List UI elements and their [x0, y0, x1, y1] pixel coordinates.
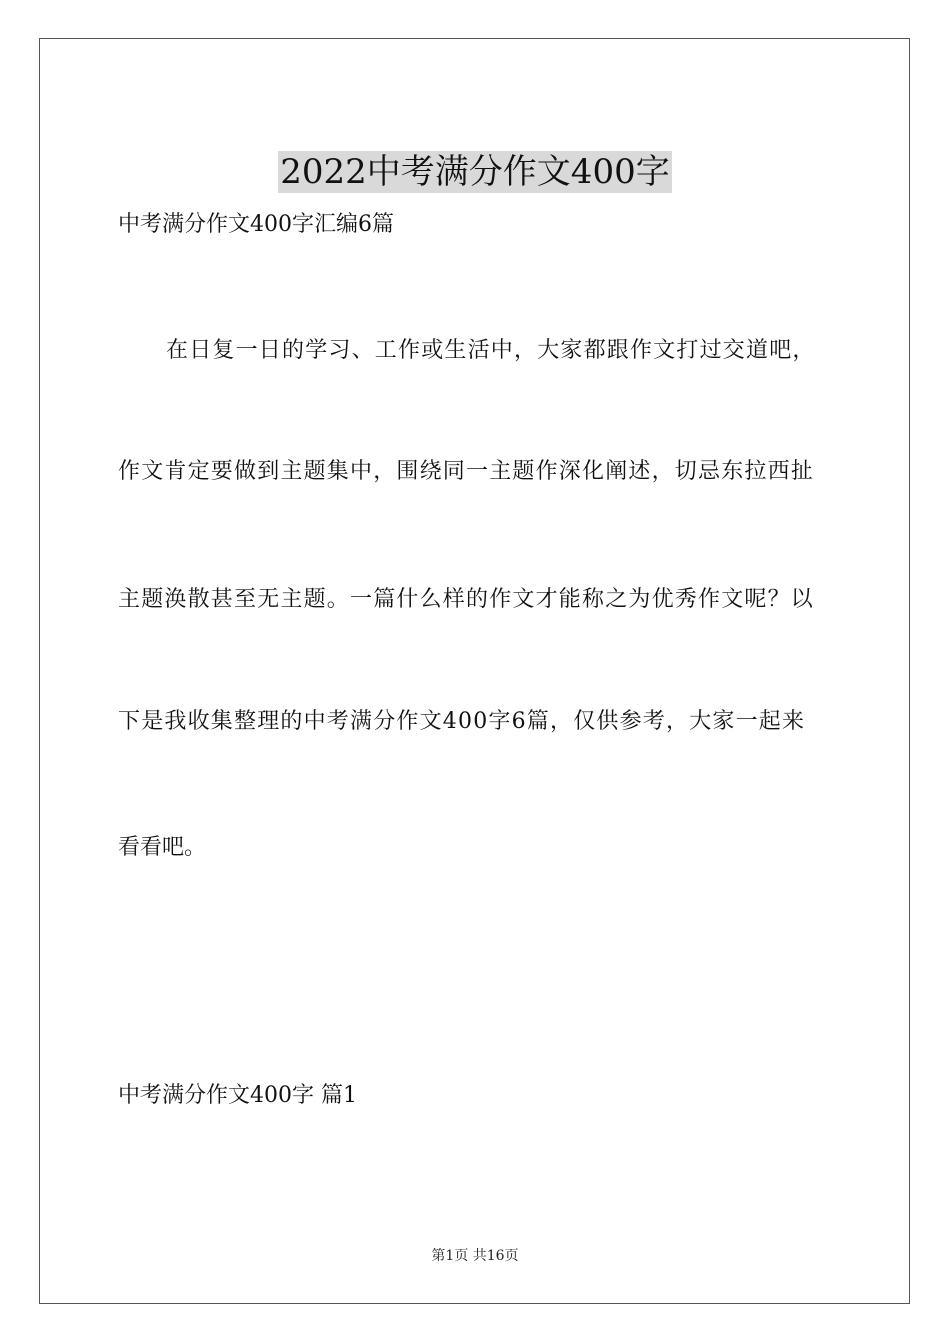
document-title: 2022中考满分作文400字 — [280, 151, 670, 192]
intro-paragraph-line-2: 作文肯定要做到主题集中，围绕同一主题作深化阐述，切忌东拉西扯 — [118, 459, 815, 484]
document-subtitle: 中考满分作文400字汇编6篇 — [118, 212, 394, 237]
intro-paragraph-line-3: 主题涣散甚至无主题。一篇什么样的作文才能称之为优秀作文呢？以 — [118, 587, 815, 612]
title-container — [0, 128, 950, 216]
intro-paragraph-line-4: 下是我收集整理的中考满分作文400字6篇，仅供参考，大家一起来 — [118, 709, 806, 734]
page-footer: 第1页 共16页 — [431, 1248, 519, 1264]
section-heading: 中考满分作文400字 篇1 — [118, 1083, 357, 1108]
intro-paragraph-line-1: 在日复一日的学习、工作或生活中，大家都跟作文打过交道吧， — [166, 338, 816, 363]
intro-paragraph-line-5: 看看吧。 — [118, 835, 207, 860]
